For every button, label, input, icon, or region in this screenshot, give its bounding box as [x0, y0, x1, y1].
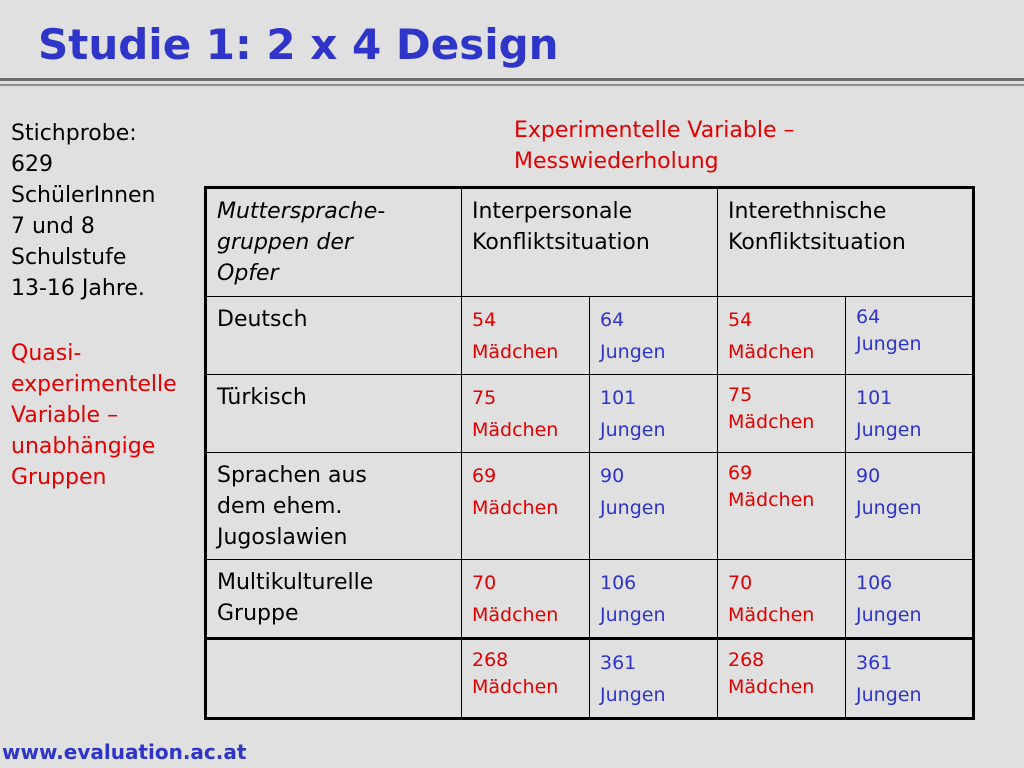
row-label-line: Jugoslawien — [217, 525, 348, 550]
count-value: 75 — [472, 387, 497, 409]
header-interethnic-line: Interethnische — [728, 199, 887, 224]
sample-line: SchülerInnen — [11, 183, 156, 208]
count-value: 106 — [600, 572, 637, 594]
count-value: 69 — [728, 462, 753, 484]
row-label-line: Deutsch — [217, 307, 308, 332]
header-group-line: Opfer — [217, 261, 279, 286]
count-unit: Jungen — [856, 419, 922, 441]
count-unit: Mädchen — [472, 497, 559, 519]
total-cell — [846, 639, 974, 719]
header-interethnic-line: Konfliktsituation — [728, 230, 906, 255]
count-value: 64 — [600, 309, 625, 331]
quasi-line: Variable – — [11, 403, 119, 428]
row-label-line: Türkisch — [217, 385, 307, 410]
row-label-line: Sprachen aus — [217, 463, 367, 488]
total-unit: Mädchen — [472, 676, 559, 698]
sample-line: 13-16 Jahre. — [11, 276, 145, 301]
count-cell — [590, 375, 718, 453]
count-unit: Mädchen — [728, 604, 815, 626]
count-value: 70 — [472, 572, 497, 594]
header-group-line: Muttersprache- — [217, 199, 386, 224]
sample-line: Schulstufe — [11, 245, 127, 270]
table-row — [206, 297, 974, 375]
table-row — [206, 375, 974, 453]
count-value: 75 — [728, 384, 753, 406]
experimental-line: Messwiederholung — [514, 149, 719, 174]
header-interpersonal-line: Interpersonale — [472, 199, 633, 224]
count-value: 64 — [856, 306, 881, 328]
count-unit: Mädchen — [728, 489, 815, 511]
header-interpersonal-cell — [462, 188, 718, 297]
count-value: 106 — [856, 572, 893, 594]
total-cell — [462, 639, 590, 719]
count-unit: Mädchen — [472, 341, 559, 363]
table-row — [206, 453, 974, 560]
count-unit: Mädchen — [728, 411, 815, 433]
row-label — [206, 375, 462, 453]
total-value: 361 — [856, 652, 893, 674]
quasi-line: unabhängige — [11, 434, 156, 459]
experimental-line: Experimentelle Variable – — [514, 118, 795, 143]
row-label-line: Multikulturelle — [217, 570, 374, 595]
count-unit: Jungen — [600, 604, 666, 626]
count-unit: Mädchen — [472, 604, 559, 626]
count-unit: Jungen — [600, 341, 666, 363]
total-cell — [718, 639, 846, 719]
header-group-cell — [206, 188, 462, 297]
table-row — [206, 560, 974, 639]
totals-label-cell — [206, 639, 462, 719]
count-cell — [718, 560, 846, 639]
quasi-experimental-note — [11, 338, 177, 493]
count-unit: Mädchen — [728, 341, 815, 363]
total-unit: Mädchen — [728, 676, 815, 698]
count-cell — [462, 560, 590, 639]
total-value: 268 — [472, 649, 509, 671]
count-unit: Jungen — [856, 604, 922, 626]
count-unit: Jungen — [856, 497, 922, 519]
count-value: 70 — [728, 572, 753, 594]
row-label — [206, 297, 462, 375]
quasi-line: Gruppen — [11, 465, 107, 490]
design-table — [204, 186, 975, 720]
header-group-line: gruppen der — [217, 230, 353, 255]
quasi-line: Quasi- — [11, 341, 82, 366]
count-unit: Jungen — [856, 333, 922, 355]
count-cell — [846, 375, 974, 453]
footer-url: www.evaluation.ac.at — [2, 740, 247, 764]
row-label-line: dem ehem. — [217, 494, 343, 519]
total-cell — [590, 639, 718, 719]
count-value: 90 — [856, 465, 881, 487]
slide-title: Studie 1: 2 x 4 Design — [38, 20, 559, 69]
total-unit: Jungen — [856, 684, 922, 706]
count-cell — [590, 453, 718, 560]
count-cell — [462, 453, 590, 560]
count-value: 54 — [472, 309, 497, 331]
count-unit: Mädchen — [472, 419, 559, 441]
count-cell — [846, 560, 974, 639]
count-cell — [846, 297, 974, 375]
row-label-line: Gruppe — [217, 601, 299, 626]
count-value: 54 — [728, 309, 753, 331]
sample-description — [11, 118, 156, 304]
table-header-row — [206, 188, 974, 297]
title-divider-thin — [0, 84, 1024, 86]
count-cell — [462, 297, 590, 375]
totals-row — [206, 639, 974, 719]
count-cell — [718, 453, 846, 560]
row-label — [206, 453, 462, 560]
count-cell — [590, 560, 718, 639]
header-interpersonal-line: Konfliktsituation — [472, 230, 650, 255]
sample-line: 7 und 8 — [11, 214, 95, 239]
count-value: 90 — [600, 465, 625, 487]
total-value: 361 — [600, 652, 637, 674]
count-value: 101 — [600, 387, 637, 409]
count-cell — [718, 297, 846, 375]
experimental-variable-note — [514, 115, 794, 177]
total-value: 268 — [728, 649, 765, 671]
count-cell — [846, 453, 974, 560]
count-cell — [590, 297, 718, 375]
quasi-line: experimentelle — [11, 372, 177, 397]
count-unit: Jungen — [600, 419, 666, 441]
sample-line: 629 — [11, 152, 53, 177]
count-cell — [462, 375, 590, 453]
count-value: 69 — [472, 465, 497, 487]
title-divider-thick — [0, 78, 1024, 81]
sample-line: Stichprobe: — [11, 121, 137, 146]
total-unit: Jungen — [600, 684, 666, 706]
count-unit: Jungen — [600, 497, 666, 519]
row-label — [206, 560, 462, 639]
header-interethnic-cell — [718, 188, 974, 297]
count-cell — [718, 375, 846, 453]
count-value: 101 — [856, 387, 893, 409]
